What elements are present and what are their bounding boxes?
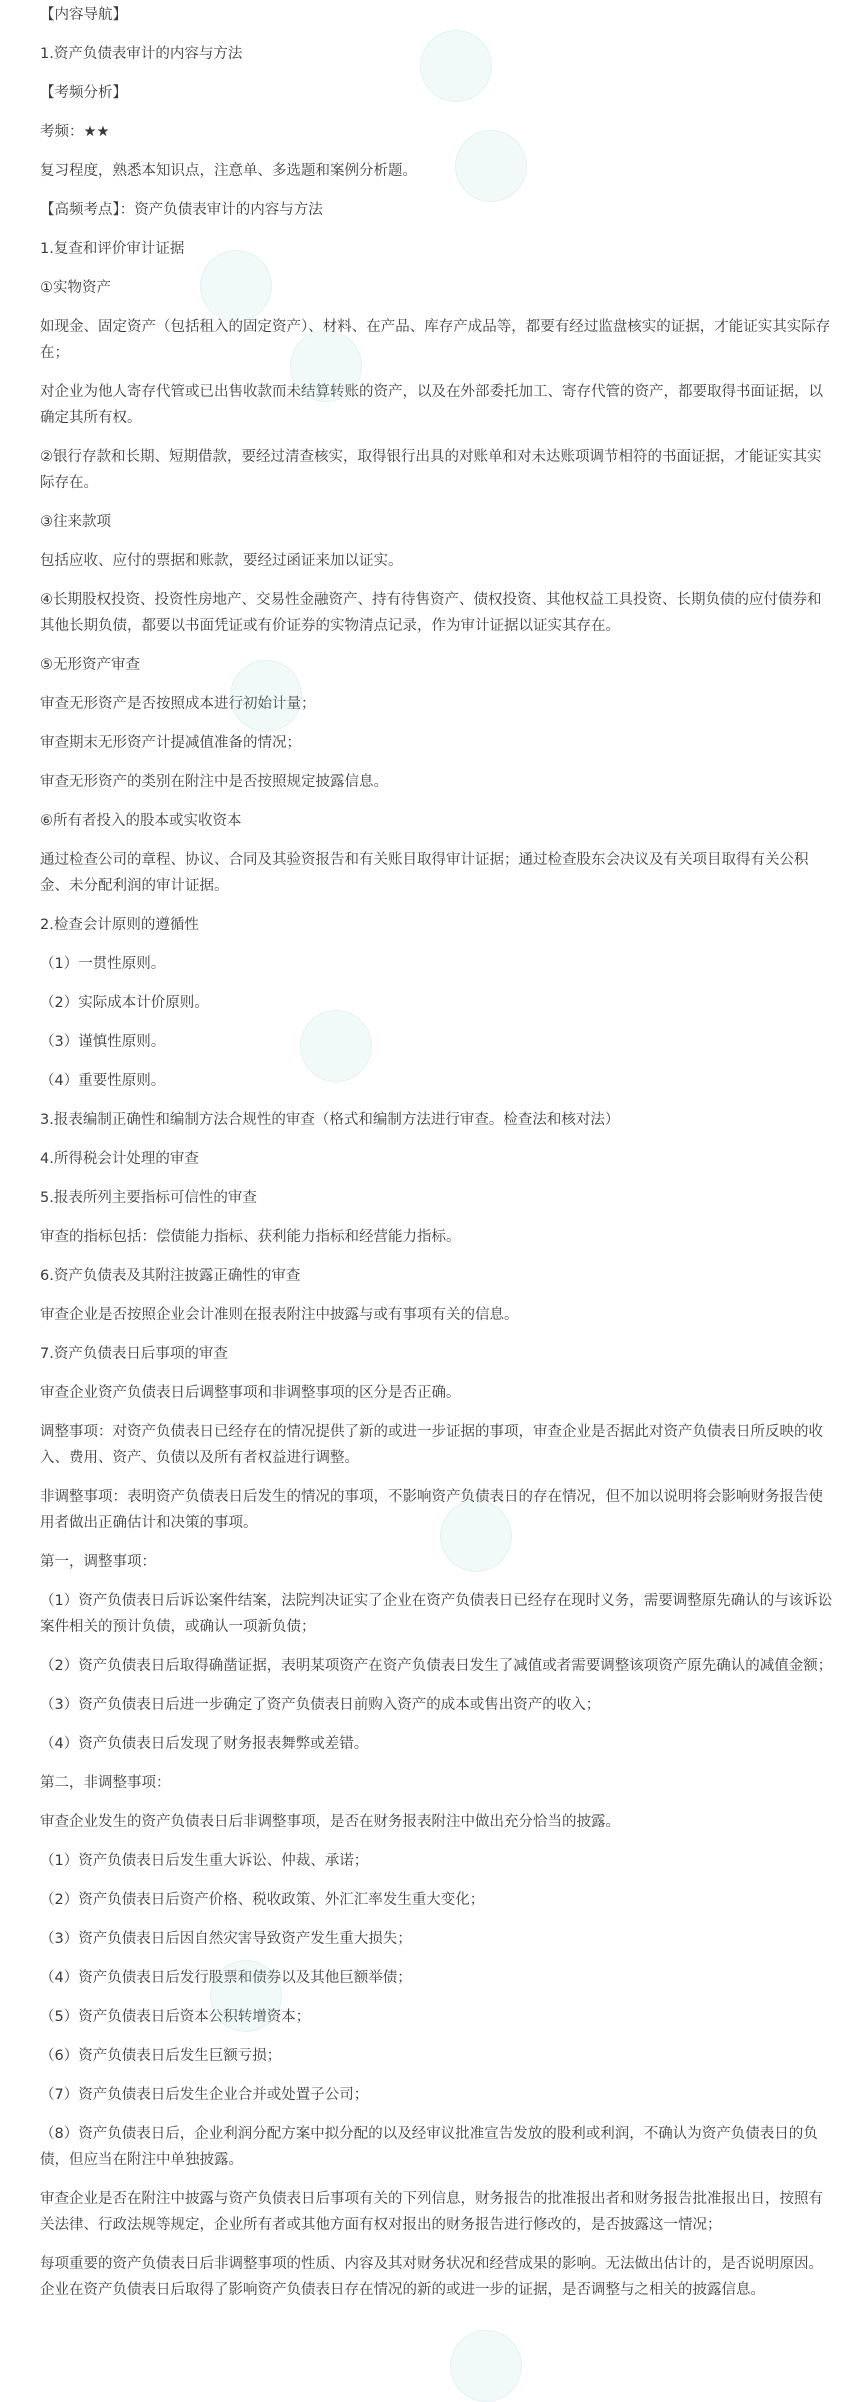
- paragraph: 【内容导航】: [40, 7, 127, 23]
- paragraph: （7）资产负债表日后发生企业合并或处置子公司；: [40, 2087, 369, 2103]
- paragraph: （2）资产负债表日后资产价格、税收政策、外汇汇率发生重大变化；: [40, 1892, 485, 1908]
- paragraph: （4）资产负债表日后发行股票和债券以及其他巨额举债；: [40, 1970, 412, 1986]
- paragraph: （1）资产负债表日后诉讼案件结案，法院判决证实了企业在资产负债表日已经存在现时义务，需要调整原先确认的与该诉讼案件相关的预计负债，或确认一项新负债；: [40, 1593, 833, 1635]
- paragraph: 审查无形资产是否按照成本进行初始计量；: [40, 696, 316, 712]
- paragraph: 5.报表所列主要指标可信性的审查: [40, 1190, 257, 1206]
- paragraph: ②银行存款和长期、短期借款，要经过清查核实，取得银行出具的对账单和对未达账项调节相符的书面证据，才能证实其实际存在。: [40, 449, 822, 491]
- paragraph: 第二，非调整事项：: [40, 1775, 171, 1791]
- paragraph: （3）资产负债表日后因自然灾害导致资产发生重大损失；: [40, 1931, 412, 1947]
- paragraph: 如现金、固定资产（包括租入的固定资产）、材料、在产品、库存产成品等，都要有经过监盘核实的证据，才能证实其实际存在；: [40, 319, 831, 361]
- paragraph: （3）资产负债表日后进一步确定了资产负债表日前购入资产的成本或售出资产的收入；: [40, 1697, 601, 1713]
- paragraph: 包括应收、应付的票据和账款，要经过函证来加以证实。: [40, 553, 403, 569]
- paragraph: （6）资产负债表日后发生巨额亏损；: [40, 2048, 282, 2064]
- paragraph: ③往来款项: [40, 514, 111, 530]
- paragraph: 第一，调整事项：: [40, 1554, 156, 1570]
- paragraph: 2.检查会计原则的遵循性: [40, 917, 199, 933]
- paragraph: ⑤无形资产审查: [40, 657, 140, 673]
- paragraph: 对企业为他人寄存代管或已出售收款而未结算转账的资产，以及在外部委托加工、寄存代管的资产，都要取得书面证据，以确定其所有权。: [40, 384, 823, 426]
- paragraph: （2）实际成本计价原则。: [40, 995, 209, 1011]
- paragraph: 【考频分析】: [40, 85, 127, 101]
- paragraph: 7.资产负债表日后事项的审查: [40, 1346, 228, 1362]
- paragraph: 3.报表编制正确性和编制方法合规性的审查（格式和编制方法进行审查。检查法和核对法）: [40, 1112, 620, 1128]
- paragraph: 考频：★★: [40, 124, 110, 140]
- paragraph: 审查企业是否按照企业会计准则在报表附注中披露与或有事项有关的信息。: [40, 1307, 519, 1323]
- paragraph: 审查企业是否在附注中披露与资产负债表日后事项有关的下列信息，财务报告的批准报出者和财务报告批准报出日，按照有关法律、行政法规等规定，企业所有者或其他方面有权对报出的财务报告进行修改的，是否披露这一情况；: [40, 2191, 823, 2233]
- paragraph: （8）资产负债表日后，企业利润分配方案中拟分配的以及经审议批准宣告发放的股利或利润，不确认为资产负债表日的负债，但应当在附注中单独披露。: [40, 2126, 818, 2168]
- paragraph: 每项重要的资产负债表日后非调整事项的性质、内容及其对财务状况和经营成果的影响。无法做出估计的，是否说明原因。企业在资产负债表日后取得了影响资产负债表日存在情况的新的或进一步的证据，是否调整与之相关的披露信息。: [40, 2256, 823, 2298]
- paragraph: ⑥所有者投入的股本或实收资本: [40, 813, 242, 829]
- paragraph: 审查无形资产的类别在附注中是否按照规定披露信息。: [40, 774, 388, 790]
- paragraph: （5）资产负债表日后资本公积转增资本；: [40, 2009, 311, 2025]
- paragraph: 非调整事项：表明资产负债表日后发生的情况的事项，不影响资产负债表日的存在情况，但不加以说明将会影响财务报告使用者做出正确估计和决策的事项。: [40, 1489, 823, 1531]
- paragraph: ①实物资产: [40, 280, 111, 296]
- paragraph: （4）资产负债表日后发现了财务报表舞弊或差错。: [40, 1736, 369, 1752]
- paragraph: 审查企业资产负债表日后调整事项和非调整事项的区分是否正确。: [40, 1385, 461, 1401]
- paragraph: 审查的指标包括：偿债能力指标、获利能力指标和经营能力指标。: [40, 1229, 461, 1245]
- paragraph: 【高频考点】：资产负债表审计的内容与方法: [40, 202, 323, 218]
- paragraph: 6.资产负债表及其附注披露正确性的审查: [40, 1268, 301, 1284]
- paragraph: 审查企业发生的资产负债表日后非调整事项，是否在财务报表附注中做出充分恰当的披露。: [40, 1814, 620, 1830]
- paragraph: （1）一贯性原则。: [40, 956, 166, 972]
- paragraph: 1.资产负债表审计的内容与方法: [40, 46, 243, 62]
- paragraph: （3）谨慎性原则。: [40, 1034, 166, 1050]
- paragraph: （1）资产负债表日后发生重大诉讼、仲裁、承诺；: [40, 1853, 369, 1869]
- paragraph: ④长期股权投资、投资性房地产、交易性金融资产、持有待售资产、债权投资、其他权益工具投资、长期负债的应付债券和其他长期负债，都要以书面凭证或有价证券的实物清点记录，作为审计证据以证实其存在。: [40, 592, 822, 634]
- paragraph: （4）重要性原则。: [40, 1073, 166, 1089]
- paragraph: 复习程度，熟悉本知识点，注意单、多选题和案例分析题。: [40, 163, 417, 179]
- paragraph: 调整事项：对资产负债表日已经存在的情况提供了新的或进一步证据的事项，审查企业是否据此对资产负债表日所反映的收入、费用、资产、负债以及所有者权益进行调整。: [40, 1424, 823, 1466]
- paragraph: （2）资产负债表日后取得确凿证据，表明某项资产在资产负债表日发生了减值或者需要调整该项资产原先确认的减值金额；: [40, 1658, 833, 1674]
- paragraph: 审查期末无形资产计提减值准备的情况；: [40, 735, 301, 751]
- paragraph: 1.复查和评价审计证据: [40, 241, 185, 257]
- paragraph: 4.所得税会计处理的审查: [40, 1151, 199, 1167]
- paragraph: 通过检查公司的章程、协议、合同及其验资报告和有关账目取得审计证据；通过检查股东会决议及有关项目取得有关公积金、未分配利润的审计证据。: [40, 852, 809, 894]
